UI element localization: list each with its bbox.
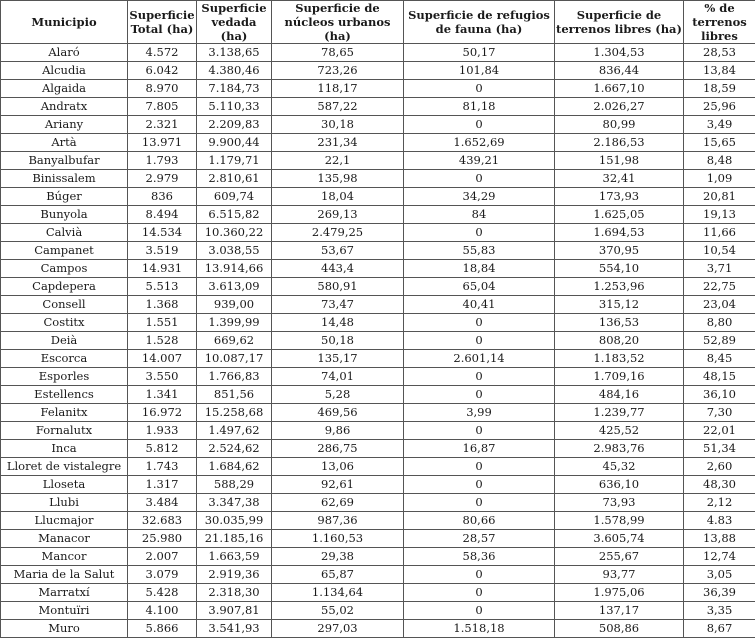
- nucleos-urbanos-cell: 1.160,53: [272, 530, 404, 548]
- terrenos-libres-cell: 1.578,99: [555, 512, 684, 530]
- superficie-vedada-cell: 3.038,55: [197, 242, 272, 260]
- superficie-total-cell: 2.979: [128, 170, 197, 188]
- nucleos-urbanos-cell: 62,69: [272, 494, 404, 512]
- terrenos-libres-cell: 1.667,10: [555, 80, 684, 98]
- nucleos-urbanos-cell: 1.134,64: [272, 584, 404, 602]
- terrenos-libres-cell: 173,93: [555, 188, 684, 206]
- superficie-vedada-cell: 9.900,44: [197, 134, 272, 152]
- superficie-vedada-cell: 15.258,68: [197, 404, 272, 422]
- superficie-total-cell: 1.528: [128, 332, 197, 350]
- porcentaje-libres-cell: 12,74: [684, 548, 755, 566]
- superficie-vedada-cell: 3.138,65: [197, 44, 272, 62]
- porcentaje-libres-cell: 13,84: [684, 62, 755, 80]
- nucleos-urbanos-cell: 580,91: [272, 278, 404, 296]
- superficie-total-cell: 2.321: [128, 116, 197, 134]
- nucleos-urbanos-cell: 14,48: [272, 314, 404, 332]
- refugios-fauna-cell: 0: [404, 476, 555, 494]
- nucleos-urbanos-cell: 231,34: [272, 134, 404, 152]
- municipio-cell: Binissalem: [1, 170, 128, 188]
- refugios-fauna-cell: 3,99: [404, 404, 555, 422]
- superficie-vedada-cell: 6.515,82: [197, 206, 272, 224]
- nucleos-urbanos-cell: 13,06: [272, 458, 404, 476]
- refugios-fauna-cell: 1.652,69: [404, 134, 555, 152]
- table-row: [1, 422, 755, 440]
- superficie-vedada-cell: 1.179,71: [197, 152, 272, 170]
- superficie-vedada-cell: 5.110,33: [197, 98, 272, 116]
- refugios-fauna-cell: 0: [404, 368, 555, 386]
- porcentaje-libres-cell: 3,71: [684, 260, 755, 278]
- nucleos-urbanos-cell: 135,17: [272, 350, 404, 368]
- terrenos-libres-cell: 484,16: [555, 386, 684, 404]
- table-row: [1, 440, 755, 458]
- porcentaje-libres-cell: 3,35: [684, 602, 755, 620]
- porcentaje-libres-cell: 22,01: [684, 422, 755, 440]
- refugios-fauna-cell: 0: [404, 224, 555, 242]
- superficie-total-cell: 6.042: [128, 62, 197, 80]
- terrenos-libres-cell: 315,12: [555, 296, 684, 314]
- municipio-cell: Llucmajor: [1, 512, 128, 530]
- superficie-vedada-cell: 1.684,62: [197, 458, 272, 476]
- table-row: [1, 602, 755, 620]
- porcentaje-libres-cell: 8,67: [684, 620, 755, 638]
- refugios-fauna-cell: 0: [404, 566, 555, 584]
- refugios-fauna-cell: 0: [404, 458, 555, 476]
- terrenos-libres-cell: 93,77: [555, 566, 684, 584]
- superficie-vedada-cell: 1.663,59: [197, 548, 272, 566]
- nucleos-urbanos-cell: 297,03: [272, 620, 404, 638]
- superficie-vedada-cell: 1.399,99: [197, 314, 272, 332]
- terrenos-libres-cell: 32,41: [555, 170, 684, 188]
- terrenos-libres-cell: 1.694,53: [555, 224, 684, 242]
- table-row: [1, 260, 755, 278]
- nucleos-urbanos-cell: 53,67: [272, 242, 404, 260]
- municipio-cell: Capdepera: [1, 278, 128, 296]
- refugios-fauna-cell: 0: [404, 332, 555, 350]
- terrenos-libres-cell: 836,44: [555, 62, 684, 80]
- header-superficie-vedada: Superficie vedada (ha): [197, 1, 272, 44]
- porcentaje-libres-cell: 2,60: [684, 458, 755, 476]
- nucleos-urbanos-cell: 5,28: [272, 386, 404, 404]
- table-row: [1, 98, 755, 116]
- table-row: [1, 350, 755, 368]
- municipio-cell: Campos: [1, 260, 128, 278]
- refugios-fauna-cell: 28,57: [404, 530, 555, 548]
- municipio-cell: Campanet: [1, 242, 128, 260]
- refugios-fauna-cell: 0: [404, 80, 555, 98]
- header-superficie-total: Superficie Total (ha): [128, 1, 197, 44]
- table-row: [1, 170, 755, 188]
- porcentaje-libres-cell: 36,10: [684, 386, 755, 404]
- municipio-cell: Costitx: [1, 314, 128, 332]
- porcentaje-libres-cell: 19,13: [684, 206, 755, 224]
- superficie-vedada-cell: 2.318,30: [197, 584, 272, 602]
- terrenos-libres-cell: 255,67: [555, 548, 684, 566]
- superficie-total-cell: 5.812: [128, 440, 197, 458]
- superficie-vedada-cell: 3.613,09: [197, 278, 272, 296]
- nucleos-urbanos-cell: 55,02: [272, 602, 404, 620]
- municipio-cell: Ariany: [1, 116, 128, 134]
- superficie-total-cell: 14.534: [128, 224, 197, 242]
- terrenos-libres-cell: 2.983,76: [555, 440, 684, 458]
- table-row: [1, 530, 755, 548]
- terrenos-libres-cell: 2.026,27: [555, 98, 684, 116]
- porcentaje-libres-cell: 18,59: [684, 80, 755, 98]
- refugios-fauna-cell: 2.601,14: [404, 350, 555, 368]
- nucleos-urbanos-cell: 29,38: [272, 548, 404, 566]
- superficie-total-cell: 8.494: [128, 206, 197, 224]
- header-nucleos-urbanos: Superficie de núcleos urbanos (ha): [272, 1, 404, 44]
- terrenos-libres-cell: 1.253,96: [555, 278, 684, 296]
- porcentaje-libres-cell: 36,39: [684, 584, 755, 602]
- superficie-total-cell: 7.805: [128, 98, 197, 116]
- table-row: [1, 242, 755, 260]
- table-row: [1, 620, 755, 638]
- porcentaje-libres-cell: 25,96: [684, 98, 755, 116]
- municipio-cell: Maria de la Salut: [1, 566, 128, 584]
- porcentaje-libres-cell: 28,53: [684, 44, 755, 62]
- header-row: [1, 1, 755, 44]
- superficie-vedada-cell: 3.541,93: [197, 620, 272, 638]
- superficie-total-cell: 8.970: [128, 80, 197, 98]
- superficie-total-cell: 4.100: [128, 602, 197, 620]
- superficie-total-cell: 1.317: [128, 476, 197, 494]
- refugios-fauna-cell: 80,66: [404, 512, 555, 530]
- municipio-cell: Algaida: [1, 80, 128, 98]
- header-porcentaje-libres: % de terrenos libres: [684, 1, 755, 44]
- table-row: [1, 134, 755, 152]
- table-row: [1, 314, 755, 332]
- table-row: [1, 332, 755, 350]
- table-row: [1, 494, 755, 512]
- superficie-total-cell: 836: [128, 188, 197, 206]
- nucleos-urbanos-cell: 18,04: [272, 188, 404, 206]
- refugios-fauna-cell: 65,04: [404, 278, 555, 296]
- porcentaje-libres-cell: 4.83: [684, 512, 755, 530]
- table-row: [1, 368, 755, 386]
- porcentaje-libres-cell: 13,88: [684, 530, 755, 548]
- superficie-vedada-cell: 4.380,46: [197, 62, 272, 80]
- nucleos-urbanos-cell: 469,56: [272, 404, 404, 422]
- municipio-cell: Mancor: [1, 548, 128, 566]
- superficie-total-cell: 1.341: [128, 386, 197, 404]
- table-row: [1, 206, 755, 224]
- porcentaje-libres-cell: 15,65: [684, 134, 755, 152]
- municipio-cell: Deià: [1, 332, 128, 350]
- superficie-total-cell: 3.079: [128, 566, 197, 584]
- terrenos-libres-cell: 1.304,53: [555, 44, 684, 62]
- superficie-total-cell: 25.980: [128, 530, 197, 548]
- table-row: [1, 404, 755, 422]
- porcentaje-libres-cell: 51,34: [684, 440, 755, 458]
- terrenos-libres-cell: 370,95: [555, 242, 684, 260]
- nucleos-urbanos-cell: 78,65: [272, 44, 404, 62]
- municipio-cell: Bunyola: [1, 206, 128, 224]
- refugios-fauna-cell: 439,21: [404, 152, 555, 170]
- terrenos-libres-cell: 80,99: [555, 116, 684, 134]
- terrenos-libres-cell: 1.239,77: [555, 404, 684, 422]
- superficie-total-cell: 1.368: [128, 296, 197, 314]
- porcentaje-libres-cell: 23,04: [684, 296, 755, 314]
- terrenos-libres-cell: 1.183,52: [555, 350, 684, 368]
- refugios-fauna-cell: 0: [404, 314, 555, 332]
- refugios-fauna-cell: 0: [404, 116, 555, 134]
- superficie-total-cell: 16.972: [128, 404, 197, 422]
- refugios-fauna-cell: 0: [404, 602, 555, 620]
- refugios-fauna-cell: 101,84: [404, 62, 555, 80]
- municipio-cell: Lloseta: [1, 476, 128, 494]
- nucleos-urbanos-cell: 135,98: [272, 170, 404, 188]
- header-refugios-fauna: Superficie de refugios de fauna (ha): [404, 1, 555, 44]
- nucleos-urbanos-cell: 118,17: [272, 80, 404, 98]
- municipio-cell: Manacor: [1, 530, 128, 548]
- municipio-cell: Inca: [1, 440, 128, 458]
- porcentaje-libres-cell: 8,48: [684, 152, 755, 170]
- porcentaje-libres-cell: 7,30: [684, 404, 755, 422]
- municipio-cell: Artà: [1, 134, 128, 152]
- superficie-vedada-cell: 3.347,38: [197, 494, 272, 512]
- nucleos-urbanos-cell: 286,75: [272, 440, 404, 458]
- porcentaje-libres-cell: 10,54: [684, 242, 755, 260]
- superficie-total-cell: 3.550: [128, 368, 197, 386]
- superficie-total-cell: 2.007: [128, 548, 197, 566]
- nucleos-urbanos-cell: 587,22: [272, 98, 404, 116]
- superficie-total-cell: 3.519: [128, 242, 197, 260]
- nucleos-urbanos-cell: 9,86: [272, 422, 404, 440]
- superficie-vedada-cell: 21.185,16: [197, 530, 272, 548]
- superficie-vedada-cell: 30.035,99: [197, 512, 272, 530]
- refugios-fauna-cell: 18,84: [404, 260, 555, 278]
- table-row: [1, 152, 755, 170]
- table-row: [1, 116, 755, 134]
- nucleos-urbanos-cell: 92,61: [272, 476, 404, 494]
- superficie-vedada-cell: 3.907,81: [197, 602, 272, 620]
- municipio-cell: Llubi: [1, 494, 128, 512]
- terrenos-libres-cell: 1.625,05: [555, 206, 684, 224]
- municipio-cell: Alaró: [1, 44, 128, 62]
- terrenos-libres-cell: 636,10: [555, 476, 684, 494]
- municipio-cell: Fornalutx: [1, 422, 128, 440]
- nucleos-urbanos-cell: 2.479,25: [272, 224, 404, 242]
- nucleos-urbanos-cell: 723,26: [272, 62, 404, 80]
- municipio-cell: Lloret de vistalegre: [1, 458, 128, 476]
- terrenos-libres-cell: 425,52: [555, 422, 684, 440]
- table-row: [1, 80, 755, 98]
- municipio-cell: Escorca: [1, 350, 128, 368]
- table-row: [1, 566, 755, 584]
- nucleos-urbanos-cell: 269,13: [272, 206, 404, 224]
- refugios-fauna-cell: 50,17: [404, 44, 555, 62]
- refugios-fauna-cell: 34,29: [404, 188, 555, 206]
- municipio-cell: Banyalbufar: [1, 152, 128, 170]
- porcentaje-libres-cell: 1,09: [684, 170, 755, 188]
- table-row: [1, 296, 755, 314]
- refugios-fauna-cell: 0: [404, 584, 555, 602]
- municipio-cell: Esporles: [1, 368, 128, 386]
- municipio-cell: Búger: [1, 188, 128, 206]
- terrenos-libres-cell: 136,53: [555, 314, 684, 332]
- refugios-fauna-cell: 0: [404, 422, 555, 440]
- porcentaje-libres-cell: 2,12: [684, 494, 755, 512]
- table-row: [1, 62, 755, 80]
- municipio-cell: Felanitx: [1, 404, 128, 422]
- refugios-fauna-cell: 58,36: [404, 548, 555, 566]
- terrenos-libres-cell: 3.605,74: [555, 530, 684, 548]
- superficie-vedada-cell: 669,62: [197, 332, 272, 350]
- porcentaje-libres-cell: 22,75: [684, 278, 755, 296]
- superficie-vedada-cell: 2.209,83: [197, 116, 272, 134]
- porcentaje-libres-cell: 48,15: [684, 368, 755, 386]
- superficie-vedada-cell: 1.766,83: [197, 368, 272, 386]
- superficie-vedada-cell: 1.497,62: [197, 422, 272, 440]
- superficie-vedada-cell: 2.810,61: [197, 170, 272, 188]
- superficie-vedada-cell: 2.919,36: [197, 566, 272, 584]
- municipio-cell: Marratxí: [1, 584, 128, 602]
- superficie-total-cell: 14.007: [128, 350, 197, 368]
- superficie-total-cell: 14.931: [128, 260, 197, 278]
- porcentaje-libres-cell: 3,49: [684, 116, 755, 134]
- nucleos-urbanos-cell: 987,36: [272, 512, 404, 530]
- refugios-fauna-cell: 0: [404, 170, 555, 188]
- superficie-total-cell: 5.428: [128, 584, 197, 602]
- superficie-total-cell: 5.866: [128, 620, 197, 638]
- refugios-fauna-cell: 81,18: [404, 98, 555, 116]
- nucleos-urbanos-cell: 30,18: [272, 116, 404, 134]
- porcentaje-libres-cell: 11,66: [684, 224, 755, 242]
- table-row: [1, 386, 755, 404]
- porcentaje-libres-cell: 8,45: [684, 350, 755, 368]
- table-row: [1, 458, 755, 476]
- superficie-total-cell: 1.933: [128, 422, 197, 440]
- superficie-total-cell: 3.484: [128, 494, 197, 512]
- table-row: [1, 188, 755, 206]
- superficie-vedada-cell: 7.184,73: [197, 80, 272, 98]
- nucleos-urbanos-cell: 443,4: [272, 260, 404, 278]
- municipio-cell: Calvià: [1, 224, 128, 242]
- terrenos-libres-cell: 554,10: [555, 260, 684, 278]
- superficie-total-cell: 1.743: [128, 458, 197, 476]
- municipio-cell: Alcudia: [1, 62, 128, 80]
- superficie-total-cell: 1.551: [128, 314, 197, 332]
- superficie-vedada-cell: 939,00: [197, 296, 272, 314]
- terrenos-libres-cell: 151,98: [555, 152, 684, 170]
- municipio-cell: Consell: [1, 296, 128, 314]
- superficie-vedada-cell: 2.524,62: [197, 440, 272, 458]
- porcentaje-libres-cell: 20,81: [684, 188, 755, 206]
- refugios-fauna-cell: 55,83: [404, 242, 555, 260]
- terrenos-libres-cell: 45,32: [555, 458, 684, 476]
- table-row: [1, 548, 755, 566]
- superficie-total-cell: 5.513: [128, 278, 197, 296]
- superficie-vedada-cell: 609,74: [197, 188, 272, 206]
- municipio-cell: Andratx: [1, 98, 128, 116]
- superficie-vedada-cell: 588,29: [197, 476, 272, 494]
- superficie-total-cell: 1.793: [128, 152, 197, 170]
- header-terrenos-libres: Superficie de terrenos libres (ha): [555, 1, 684, 44]
- porcentaje-libres-cell: 3,05: [684, 566, 755, 584]
- header-municipio: Municipio: [1, 1, 128, 44]
- refugios-fauna-cell: 84: [404, 206, 555, 224]
- nucleos-urbanos-cell: 74,01: [272, 368, 404, 386]
- terrenos-libres-cell: 137,17: [555, 602, 684, 620]
- terrenos-libres-cell: 1.975,06: [555, 584, 684, 602]
- superficie-total-cell: 4.572: [128, 44, 197, 62]
- superficie-vedada-cell: 10.087,17: [197, 350, 272, 368]
- porcentaje-libres-cell: 8,80: [684, 314, 755, 332]
- table-row: [1, 224, 755, 242]
- table-row: [1, 476, 755, 494]
- table-row: [1, 278, 755, 296]
- terrenos-libres-cell: 1.709,16: [555, 368, 684, 386]
- superficie-total-cell: 32.683: [128, 512, 197, 530]
- table-row: [1, 44, 755, 62]
- superficie-vedada-cell: 851,56: [197, 386, 272, 404]
- municipio-cell: Estellencs: [1, 386, 128, 404]
- refugios-fauna-cell: 1.518,18: [404, 620, 555, 638]
- superficie-vedada-cell: 10.360,22: [197, 224, 272, 242]
- table-row: [1, 584, 755, 602]
- porcentaje-libres-cell: 48,30: [684, 476, 755, 494]
- nucleos-urbanos-cell: 73,47: [272, 296, 404, 314]
- refugios-fauna-cell: 40,41: [404, 296, 555, 314]
- municipio-cell: Montuïri: [1, 602, 128, 620]
- terrenos-libres-cell: 808,20: [555, 332, 684, 350]
- porcentaje-libres-cell: 52,89: [684, 332, 755, 350]
- superficie-vedada-cell: 13.914,66: [197, 260, 272, 278]
- refugios-fauna-cell: 16,87: [404, 440, 555, 458]
- terrenos-libres-cell: 508,86: [555, 620, 684, 638]
- refugios-fauna-cell: 0: [404, 386, 555, 404]
- nucleos-urbanos-cell: 22,1: [272, 152, 404, 170]
- table-row: [1, 512, 755, 530]
- nucleos-urbanos-cell: 65,87: [272, 566, 404, 584]
- refugios-fauna-cell: 0: [404, 494, 555, 512]
- nucleos-urbanos-cell: 50,18: [272, 332, 404, 350]
- superficie-total-cell: 13.971: [128, 134, 197, 152]
- terrenos-libres-cell: 2.186,53: [555, 134, 684, 152]
- municipio-cell: Muro: [1, 620, 128, 638]
- terrenos-libres-cell: 73,93: [555, 494, 684, 512]
- table-body: [1, 44, 755, 638]
